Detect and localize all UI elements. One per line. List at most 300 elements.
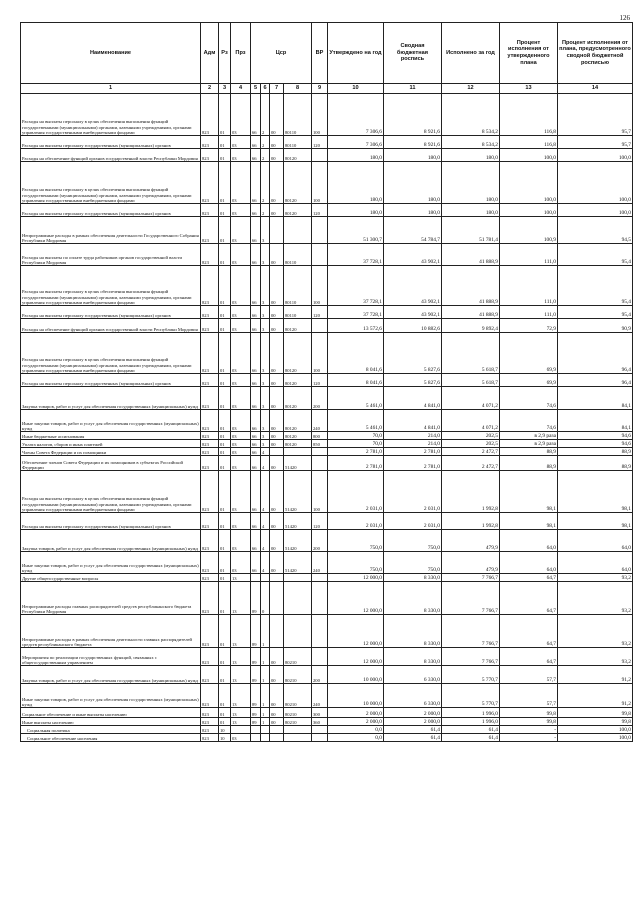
cell-isp: 7 766,7 [442,574,500,582]
cell-pct2: 100,0 [558,734,633,742]
cell-plan: 12 000,0 [328,615,384,648]
cell-svod: 54 784,7 [384,217,442,244]
cell-isp: 61,4 [442,726,500,734]
cell-pct: 69,9 [500,374,558,387]
cell-isp: 5 770,7 [442,684,500,708]
cell-name: Расходы на выплаты персоналу в целях обеспечения выполнения функций государственными (муниципальными) органами, казенными учреждениями, органами управления государственными внебюджетными фондами [21,471,201,513]
cell-rz: 01 [219,94,231,136]
cell-svod: 8 330,0 [384,648,442,666]
cell-c4: 80110 [284,244,312,266]
cell-prz: 03 [231,734,251,742]
cell-name: Иные закупки товаров, работ и услуг для обеспечения государственных (муниципальных) нужд [21,410,201,432]
cell-rz: 01 [219,333,231,374]
cell-name: Иные закупки товаров, работ и услуг для обеспечения государственных (муниципальных) нужд [21,552,201,574]
cell-svod: 8 330,0 [384,582,442,615]
cell-c4: 80120 [284,149,312,162]
cell-c2: 3 [261,440,270,448]
cell-c4: 80120 [284,440,312,448]
cell-c2: 1 [261,666,270,684]
cell-pct2: 91,2 [558,684,633,708]
cell-svod: 6 330,0 [384,666,442,684]
cell-c1: 66 [251,94,261,136]
cell-pct: - [500,734,558,742]
cell-c1: 66 [251,513,261,530]
cell-vr [312,149,328,162]
cell-c1: 66 [251,244,261,266]
cell-isp: 2 472,7 [442,456,500,471]
cell-c4 [284,734,312,742]
cell-c2 [261,726,270,734]
table-row [21,244,633,266]
cell-svod: 8 921,6 [384,94,442,136]
cell-plan: 12 000,0 [328,582,384,615]
header-rz: Рз [219,23,231,84]
colnum-10: 10 [328,84,384,94]
cell-c2: 2 [261,136,270,149]
cell-c3: 00 [270,319,284,333]
cell-c3: 00 [270,648,284,666]
cell-isp: 8 534,2 [442,94,500,136]
cell-name: Непрограммные расходы в рамках обеспечения деятельности главных распорядителей средств республиканского бюджета [21,615,201,648]
cell-isp: 41 888,9 [442,244,500,266]
table-row [21,684,633,708]
header-plan: Утверждено на год [328,23,384,84]
table-row [21,726,633,734]
cell-vr [312,615,328,648]
table-body [21,94,633,742]
cell-vr: 120 [312,136,328,149]
cell-pct2: 95,4 [558,266,633,306]
cell-svod: 43 902,1 [384,266,442,306]
cell-name: Обеспечение членов Совета Федерации и их помощников в субъектах Российской Федерации [21,456,201,471]
cell-pct2: 84,1 [558,387,633,410]
cell-isp: 1 992,8 [442,471,500,513]
colnum-5: 5 [251,84,261,94]
cell-svod: 43 902,1 [384,306,442,319]
table-row [21,708,633,718]
cell-adm: 823 [201,410,219,432]
cell-rz: 01 [219,136,231,149]
table-row [21,319,633,333]
cell-c1: 66 [251,374,261,387]
cell-rz: 01 [219,582,231,615]
cell-vr: 360 [312,718,328,726]
cell-c4: 80120 [284,204,312,217]
header-pct2: Процент исполнения от плана, предусмотренного сводной бюджетной росписью [558,23,633,84]
cell-adm: 823 [201,244,219,266]
cell-plan: 10 000,0 [328,666,384,684]
cell-prz: 13 [231,684,251,708]
cell-c3 [270,217,284,244]
cell-pct2: 90,9 [558,319,633,333]
cell-pct2: 93,2 [558,615,633,648]
cell-name: Закупка товаров, работ и услуг для обеспечения государственных (муниципальных) нужд [21,530,201,552]
cell-c3 [270,574,284,582]
cell-adm: 823 [201,217,219,244]
cell-prz: 03 [231,204,251,217]
table-row [21,374,633,387]
header-csr: Цср [251,23,312,84]
cell-c4: 80210 [284,684,312,708]
cell-rz: 01 [219,244,231,266]
cell-pct: 88,9 [500,456,558,471]
cell-name: Мероприятия по реализации государственных функций, связанных с общегосударственным управлением [21,648,201,666]
cell-pct2: 96,4 [558,374,633,387]
cell-name: Расходы на выплаты персоналу государственных (муниципальных) органов [21,513,201,530]
table-row [21,432,633,440]
cell-c3: 00 [270,530,284,552]
cell-c1: 66 [251,471,261,513]
cell-plan: 10 000,0 [328,684,384,708]
cell-pct: 64,0 [500,530,558,552]
colnum-12: 12 [442,84,500,94]
budget-table [20,22,633,742]
cell-name: Закупка товаров, работ и услуг для обеспечения государственных (муниципальных) нужд [21,666,201,684]
cell-c4: 80120 [284,162,312,204]
cell-plan: 180,0 [328,162,384,204]
cell-pct: в 2,9 раза [500,432,558,440]
cell-c4 [284,448,312,456]
cell-svod: 8 330,0 [384,574,442,582]
cell-c2: 2 [261,162,270,204]
cell-vr: 200 [312,666,328,684]
cell-vr: 240 [312,410,328,432]
cell-svod: 2 781,0 [384,456,442,471]
cell-vr [312,726,328,734]
cell-vr [312,456,328,471]
cell-c3: 00 [270,666,284,684]
cell-pct: 69,9 [500,333,558,374]
cell-c3: 00 [270,708,284,718]
table-row [21,574,633,582]
cell-c2: 4 [261,456,270,471]
cell-c1: 66 [251,333,261,374]
cell-pct: 64,7 [500,574,558,582]
cell-vr: 200 [312,387,328,410]
cell-pct: 98,1 [500,513,558,530]
cell-c1: 66 [251,136,261,149]
cell-c4 [284,615,312,648]
cell-pct2: 93,2 [558,582,633,615]
cell-c4: 51420 [284,456,312,471]
cell-c3 [270,734,284,742]
cell-name: Расходы на выплаты персоналу государственных (муниципальных) органов [21,306,201,319]
colnum-1: 1 [21,84,201,94]
cell-c2: 4 [261,530,270,552]
cell-c3 [270,448,284,456]
cell-pct2: 100,0 [558,204,633,217]
cell-c4: 80210 [284,708,312,718]
cell-c4: 51420 [284,513,312,530]
cell-prz: 03 [231,456,251,471]
cell-c2: 3 [261,410,270,432]
cell-name: Иные закупки товаров, работ и услуг для обеспечения государственных (муниципальных) нужд [21,684,201,708]
cell-isp: 202,5 [442,440,500,448]
cell-isp: 51 781,4 [442,217,500,244]
cell-plan: 750,0 [328,530,384,552]
cell-name: Расходы на обеспечение функций органов государственной власти Республики Мордовия [21,149,201,162]
cell-pct: 74,6 [500,387,558,410]
cell-prz: 13 [231,582,251,615]
cell-adm: 823 [201,149,219,162]
cell-prz: 13 [231,718,251,726]
cell-pct2: 91,2 [558,666,633,684]
cell-isp: 1 992,8 [442,513,500,530]
cell-pct2: 64,0 [558,552,633,574]
cell-pct2: 93,2 [558,574,633,582]
cell-c2 [261,734,270,742]
cell-prz: 03 [231,217,251,244]
cell-vr: 120 [312,204,328,217]
cell-plan: 2 031,0 [328,513,384,530]
cell-c3: 00 [270,684,284,708]
cell-svod: 4 841,0 [384,387,442,410]
cell-adm: 823 [201,471,219,513]
colnum-6: 6 [261,84,270,94]
page-number: 126 [619,14,630,22]
cell-svod: 43 902,1 [384,244,442,266]
cell-isp: 1 996,0 [442,708,500,718]
cell-name: Уплата налогов, сборов и иных платежей [21,440,201,448]
cell-rz: 01 [219,666,231,684]
cell-isp: 5 618,7 [442,374,500,387]
cell-vr [312,648,328,666]
cell-c2: 4 [261,552,270,574]
colnum-8: 8 [284,84,312,94]
cell-c2: 3 [261,374,270,387]
cell-c1: 89 [251,666,261,684]
cell-pct2: 94,6 [558,440,633,448]
cell-svod: 180,0 [384,204,442,217]
cell-c4: 80110 [284,266,312,306]
cell-rz: 01 [219,456,231,471]
cell-c3: 00 [270,410,284,432]
table-row [21,530,633,552]
cell-name: Расходы на выплаты персоналу в целях обеспечения выполнения функций государственными (муниципальными) органами, казенными учреждениями, органами управления государственными внебюджетными фондами [21,162,201,204]
table-row [21,266,633,306]
cell-plan: 750,0 [328,552,384,574]
cell-isp: 1 996,0 [442,718,500,726]
header-isp: Исполнено за год [442,23,500,84]
cell-isp: 2 472,7 [442,448,500,456]
cell-adm: 823 [201,726,219,734]
cell-c2: 1 [261,615,270,648]
cell-prz: 03 [231,136,251,149]
cell-plan: 0,0 [328,734,384,742]
cell-c2 [261,574,270,582]
cell-c4: 80120 [284,319,312,333]
cell-adm: 823 [201,432,219,440]
cell-isp: 7 766,7 [442,648,500,666]
cell-adm: 823 [201,615,219,648]
cell-prz: 03 [231,471,251,513]
cell-name: Члены Совета Федерации и их помощники [21,448,201,456]
cell-pct2: 95,7 [558,94,633,136]
cell-plan: 8 041,6 [328,333,384,374]
cell-adm: 823 [201,552,219,574]
cell-c3: 00 [270,162,284,204]
cell-prz: 03 [231,552,251,574]
cell-c4: 80110 [284,94,312,136]
cell-vr: 100 [312,94,328,136]
cell-c4: 80120 [284,410,312,432]
cell-c1: 89 [251,615,261,648]
colnum-9: 9 [312,84,328,94]
cell-name: Расходы на выплаты персоналу в целях обеспечения выполнения функций государственными (муниципальными) органами, казенными учреждениями, органами управления государственными внебюджетными фондами [21,266,201,306]
cell-c1: 89 [251,708,261,718]
cell-adm: 823 [201,94,219,136]
table-row [21,513,633,530]
cell-pct: 72,9 [500,319,558,333]
colnum-4: 4 [231,84,251,94]
cell-vr: 100 [312,471,328,513]
cell-pct2: 100,0 [558,149,633,162]
cell-c3 [270,615,284,648]
cell-vr [312,734,328,742]
cell-pct: в 2,9 раза [500,440,558,448]
cell-plan: 2 031,0 [328,471,384,513]
cell-name: Расходы на выплаты персоналу в целях обеспечения выполнения функций государственными (муниципальными) органами, казенными учреждениями, органами управления государственными внебюджетными фондами [21,94,201,136]
cell-c2: 4 [261,448,270,456]
cell-c3: 00 [270,513,284,530]
cell-isp: 41 888,9 [442,306,500,319]
cell-isp: 180,0 [442,204,500,217]
cell-adm: 823 [201,204,219,217]
cell-c2: 2 [261,94,270,136]
cell-adm: 823 [201,374,219,387]
cell-isp: 5 618,7 [442,333,500,374]
cell-isp: 479,9 [442,530,500,552]
cell-adm: 823 [201,582,219,615]
table-row [21,456,633,471]
cell-c4: 80120 [284,333,312,374]
cell-adm: 823 [201,648,219,666]
cell-pct: 100,0 [500,162,558,204]
cell-svod: 2 000,0 [384,708,442,718]
cell-c2: 3 [261,319,270,333]
cell-prz: 03 [231,440,251,448]
colnum-7: 7 [270,84,284,94]
cell-c1 [251,726,261,734]
cell-adm: 823 [201,440,219,448]
cell-c2: 3 [261,387,270,410]
cell-isp: 4 071,2 [442,387,500,410]
cell-adm: 823 [201,513,219,530]
cell-c4 [284,582,312,615]
cell-c3: 00 [270,244,284,266]
table-row [21,440,633,448]
cell-c1: 66 [251,266,261,306]
cell-c4 [284,574,312,582]
cell-rz: 01 [219,440,231,448]
cell-adm: 823 [201,684,219,708]
cell-c3: 00 [270,149,284,162]
cell-c2: 2 [261,149,270,162]
cell-isp: 180,0 [442,162,500,204]
cell-pct: 111,0 [500,306,558,319]
cell-c2: 4 [261,513,270,530]
cell-c1: 89 [251,718,261,726]
cell-plan: 70,0 [328,432,384,440]
cell-isp: 5 770,7 [442,666,500,684]
cell-rz: 01 [219,387,231,410]
header-svod: Сводная бюджетная роспись [384,23,442,84]
cell-pct2: 84,1 [558,410,633,432]
cell-pct: 100,0 [500,204,558,217]
table-row [21,734,633,742]
cell-plan: 2 000,0 [328,708,384,718]
table-row [21,204,633,217]
cell-c4: 80120 [284,432,312,440]
cell-plan: 12 000,0 [328,574,384,582]
cell-c3: 00 [270,552,284,574]
cell-c2: 3 [261,217,270,244]
colnum-2: 2 [201,84,219,94]
cell-plan: 5 461,0 [328,387,384,410]
cell-c3: 00 [270,456,284,471]
cell-prz: 03 [231,244,251,266]
cell-prz: 03 [231,333,251,374]
cell-plan: 2 000,0 [328,718,384,726]
cell-adm: 823 [201,387,219,410]
cell-svod: 180,0 [384,162,442,204]
cell-adm: 823 [201,666,219,684]
cell-c4: 80210 [284,718,312,726]
colnum-14: 14 [558,84,633,94]
cell-c4: 80110 [284,136,312,149]
cell-vr: 100 [312,333,328,374]
cell-rz: 01 [219,266,231,306]
cell-pct: 111,0 [500,266,558,306]
cell-vr [312,217,328,244]
table-row [21,333,633,374]
cell-isp: 9 892,4 [442,319,500,333]
cell-c1: 89 [251,684,261,708]
cell-pct2: 93,2 [558,648,633,666]
cell-plan: 51 300,7 [328,217,384,244]
cell-c1: 66 [251,204,261,217]
cell-svod: 2 000,0 [384,718,442,726]
cell-adm: 823 [201,333,219,374]
table-row [21,552,633,574]
cell-rz: 01 [219,448,231,456]
cell-adm: 823 [201,734,219,742]
cell-svod: 8 921,6 [384,136,442,149]
cell-pct: 99,8 [500,708,558,718]
cell-c3: 00 [270,266,284,306]
cell-prz: 03 [231,149,251,162]
cell-pct: 100,9 [500,217,558,244]
cell-plan: 8 041,6 [328,374,384,387]
cell-rz: 01 [219,204,231,217]
cell-svod: 4 841,0 [384,410,442,432]
cell-svod: 6 330,0 [384,684,442,708]
cell-c4: 80210 [284,648,312,666]
cell-plan: 37 728,1 [328,244,384,266]
cell-prz: 03 [231,432,251,440]
cell-c4: 51420 [284,552,312,574]
cell-prz: 03 [231,94,251,136]
cell-c3: 00 [270,306,284,319]
cell-name: Социальная политика [21,726,201,734]
cell-rz: 01 [219,530,231,552]
cell-name: Иные выплаты населению [21,718,201,726]
cell-prz: 13 [231,615,251,648]
cell-adm: 823 [201,574,219,582]
cell-c1: 66 [251,319,261,333]
cell-c4: 80210 [284,666,312,684]
cell-pct: 100,0 [500,149,558,162]
